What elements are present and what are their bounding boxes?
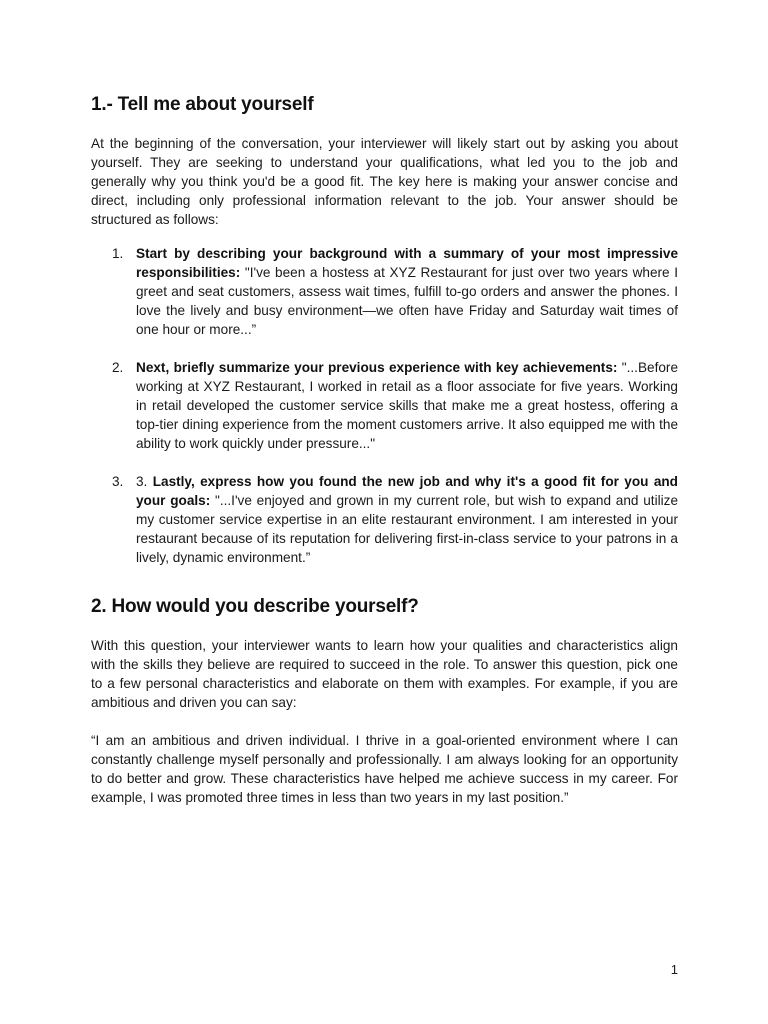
list-item-text: "...I've enjoyed and grown in my current role, but wish to expand and utilize my customer service expertise in an elite restaurant environment. I am interested in your restaurant because of its reputation for delivering first-in-class service to your patrons in a lively, dynamic environment.” <box>136 493 678 565</box>
list-item-number: 3. <box>112 474 124 489</box>
list-item-bold-lead: Start by describing your background with a summary of your most impressive responsibilities: <box>136 246 678 280</box>
section-1-heading: 1.- Tell me about yourself <box>91 94 314 115</box>
list-item-text: "...Before working at XYZ Restaurant, I worked in retail as a floor associate for five years. Working in retail developed the customer service skills that make me a great hostess, offering a top-tier dining experience from the moment customers arrive. It also equipped me with the ability to work quickly under pressure..." <box>136 360 679 451</box>
list-item-number: 2. <box>112 360 124 375</box>
section-2-heading: 2. How would you describe yourself? <box>91 596 419 617</box>
list-item-bold-lead: Lastly, express how you found the new job and why it's a good fit for you and your goals: <box>136 474 678 508</box>
section-2-intro: With this question, your interviewer wants to learn how your qualities and characteristics align with the skills they believe are required to succeed in the role. To answer this question, pick one to a few personal characteristics and elaborate on them with examples. For example, if you are ambitious and driven you can say: <box>91 638 678 710</box>
list-item <box>91 358 678 453</box>
list-item-text: "I've been a hostess at XYZ Restaurant for just over two years where I greet and seat customers, assess wait times, fulfill to-go orders and answer the phones. I love the lively and busy environment—we often have Friday and Saturday wait times of one hour or more...” <box>136 265 678 337</box>
list-item <box>91 244 678 339</box>
example-answer-quote: “I am an ambitious and driven individual. I thrive in a goal-oriented environment where I can constantly challenge myself personally and professionally. I am always looking for an opportunity to do better and grow. These characteristics have helped me achieve success in my career. For example, I was promoted three times in less than two years in my last position.” <box>91 733 678 805</box>
list-item <box>91 472 678 567</box>
document-content <box>91 92 678 807</box>
list-item-bold-lead: Next, briefly summarize your previous experience with key achievements: <box>136 360 618 375</box>
answer-structure-list <box>91 244 678 567</box>
section-1-intro: At the beginning of the conversation, your interviewer will likely start out by asking you about yourself. They are seeking to understand your qualifications, what led you to the job and generally why you think you'd be a good fit. The key here is making your answer concise and direct, including only professional information relevant to the job. Your answer should be structured as follows: <box>91 136 678 227</box>
page-number: 1 <box>670 962 678 977</box>
list-item-inline-prefix: 3. <box>136 474 153 489</box>
list-item-number: 1. <box>112 246 124 261</box>
